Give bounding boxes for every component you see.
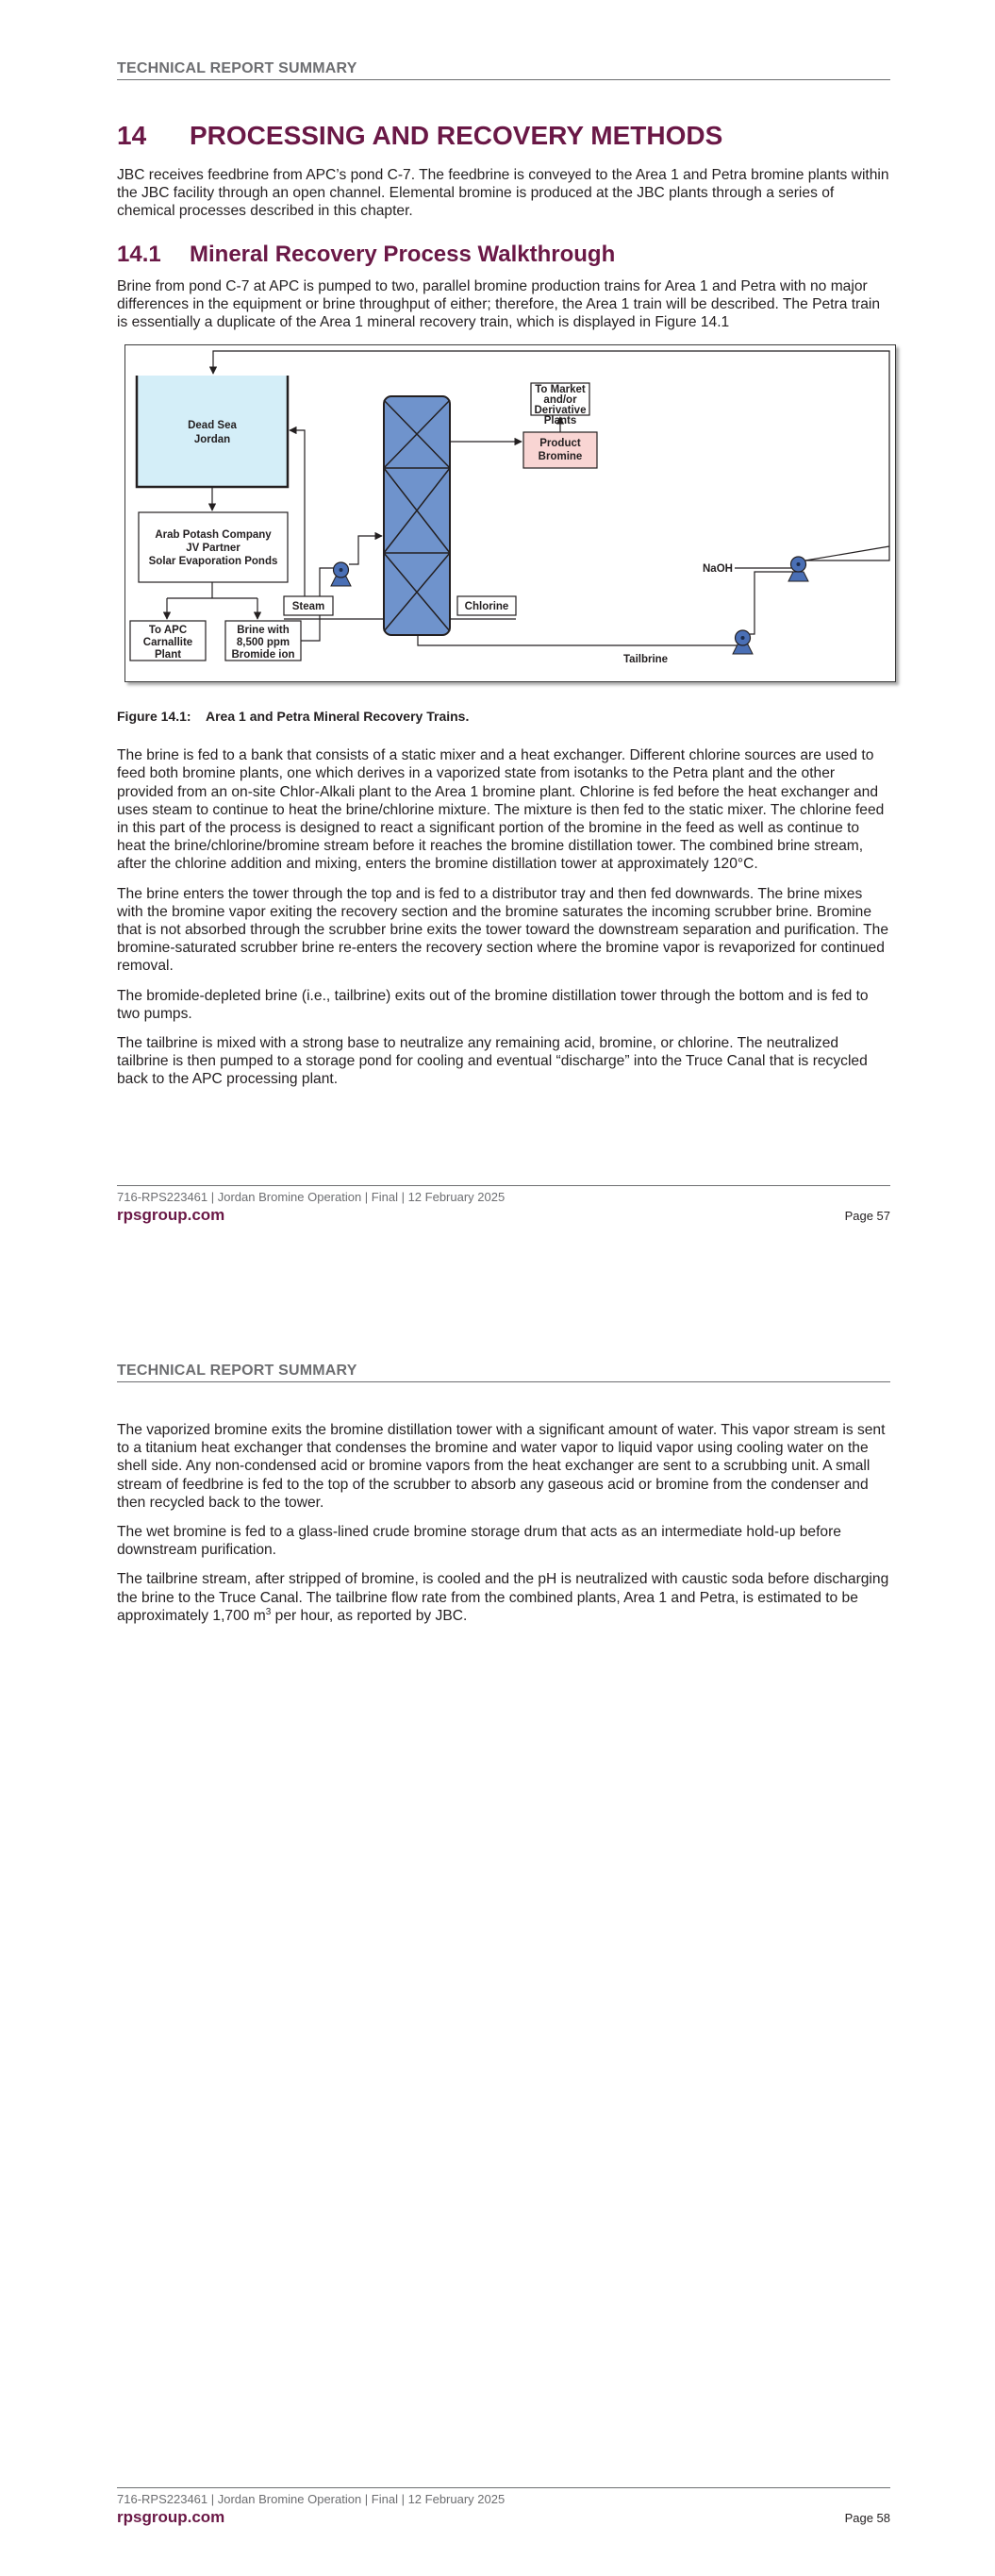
pump-to-tower-line — [349, 536, 382, 564]
product-label: Product — [539, 438, 581, 450]
brine-with-label: Brine with — [237, 625, 290, 637]
page-footer — [117, 1185, 890, 1225]
jv-partner-label: JV Partner — [186, 543, 240, 555]
section-title: PROCESSING AND RECOVERY METHODS — [190, 121, 723, 150]
subsection-intro: Brine from pond C-7 at APC is pumped to two, parallel bromine production trains for Area 1 and Petra with no major differences in the equipment or brine throughput of either; therefore, the Area 1 train will be described. The Petra train is essentially a duplicate of the Area 1 mineral recovery train, which is displayed in Figure 14.1 — [117, 277, 881, 331]
section-intro: JBC receives feedbrine from APC’s pond C-7. The feedbrine is conveyed to the Area 1 and Petra bromine plants within the JBC facility through an open channel. Elemental bromine is produced at the JBC plants through a series of chemical processes described in this chapter. — [117, 167, 889, 220]
dead-sea-label: Dead Sea — [188, 420, 237, 432]
process-flow-svg — [125, 345, 895, 681]
page-number: Page 58 — [844, 2511, 890, 2525]
section-heading — [117, 121, 890, 151]
paragraph: The brine is fed to a bank that consists of a static mixer and a heat exchanger. Different chlorine sources are used to feed both bromine plants, one which derives in a vaporized state from isotanks to the Petra plant and the other provided from an on-site Chlor-Alkali plant to the Area 1 bromine plant. Chlorine is fed before the heat exchanger and uses steam to continue to heat the brine/chlorine mixture. The mixture is then fed to the static mixer. The chlorine feed in this part of the process is designed to react a significant portion of the bromine in the feed as well as continue to heat the brine/chlorine/bromine stream before it reaches the bromine distillation tower. The combined brine stream, after the chlorine addition and mixing, enters the bromine distillation tower at approximately 120°C. — [117, 747, 885, 873]
section-number: 14 — [117, 121, 147, 150]
apc-label: Arab Potash Company — [155, 529, 272, 542]
running-header: TECHNICAL REPORT SUMMARY — [117, 60, 890, 80]
bromide-ion-label: Bromide ion — [231, 649, 295, 661]
figure-caption — [117, 709, 890, 724]
carnallite-plant-box — [130, 621, 206, 661]
paragraph: The wet bromine is fed to a glass-lined crude bromine storage drum that acts as an intermediate hold-up before downstream purification. — [117, 1524, 841, 1559]
footer-brand-link[interactable]: rpsgroup.com — [117, 2508, 225, 2526]
superscript-3: 3 — [265, 1606, 272, 1617]
to-apc-label: To APC — [148, 625, 188, 637]
plant-label: Plant — [154, 649, 182, 661]
paragraph: The bromide-depleted brine (i.e., tailbrine) exits out of the bromine distillation tower through the bottom and is fed to two pumps. — [117, 987, 869, 1022]
paragraph: The vaporized bromine exits the bromine distillation tower with a significant amount of water. This vapor stream is sent to a titanium heat exchanger that condenses the bromine and water vapor to liquid vapor using cooling water on the shell side. Any non-condensed acid or bromine vapors from the heat exchanger are sent to a scrubbing unit. A small stream of feedbrine is fed to the top of the scrubber to absorb any gaseous acid or bromine from the condenser and then recycled back to the tower. — [117, 1422, 886, 1511]
steam-box — [284, 596, 333, 615]
tailbrine-label: Tailbrine — [623, 654, 669, 666]
chlorine-box — [457, 596, 516, 615]
jordan-label: Jordan — [193, 434, 231, 446]
carnallite-label: Carnallite — [142, 637, 193, 649]
page-footer — [117, 2487, 890, 2527]
running-header: TECHNICAL REPORT SUMMARY — [117, 1363, 890, 1382]
tailbrine-line — [418, 635, 737, 645]
tailbrine-pump — [733, 630, 753, 654]
paragraph: The tailbrine is mixed with a strong base to neutralize any remaining acid, bromine, or chlorine. The neutralized tailbrine is then pumped to a storage pond for cooling and eventual “discharge” into the Truce Canal that is recycled back to the APC processing plant. — [117, 1035, 868, 1088]
distillation-tower — [384, 396, 450, 635]
figure-title: Area 1 and Petra Mineral Recovery Trains. — [206, 709, 470, 725]
text-after-sup: per hour, as reported by JBC. — [271, 1607, 468, 1624]
naoh-label: NaOH — [703, 563, 733, 576]
paragraph-tailbrine-flow — [117, 1570, 890, 1625]
solar-ponds-label: Solar Evaporation Ponds — [148, 556, 278, 568]
subsection-title: Mineral Recovery Process Walkthrough — [190, 241, 616, 267]
bromine-label: Bromine — [538, 451, 583, 463]
process-flow-diagram — [124, 344, 896, 682]
to-market-box — [531, 383, 589, 427]
product-bromine-box — [523, 432, 597, 468]
page-58 — [0, 1288, 995, 2576]
derivative-label: Derivative — [534, 405, 587, 417]
chlorine-label: Chlorine — [464, 601, 509, 613]
feed-return-line — [290, 430, 305, 605]
dead-sea-box — [137, 376, 288, 487]
text-before-sup: The tailbrine stream, after stripped of bromine, is cooled and the pH is neutralized with caustic soda before discharging the brine to the Truce Canal. The tailbrine flow rate from the combined plants, Area 1 and Petra, is estimated to be approximately 1,700 m — [117, 1571, 889, 1624]
to-market-label: To Market — [535, 384, 586, 396]
figure-number: Figure 14.1: — [117, 709, 191, 725]
feed-pump — [331, 562, 351, 586]
page-content — [117, 121, 890, 1100]
subsection-number: 14.1 — [117, 241, 161, 267]
and-or-label: and/or — [543, 394, 577, 407]
plants-label: Plants — [543, 415, 577, 427]
brine-feed-box — [225, 621, 301, 661]
ppm-label: 8,500 ppm — [236, 637, 290, 649]
naoh-pump — [788, 557, 808, 581]
steam-label: Steam — [291, 601, 325, 613]
footer-brand-link[interactable]: rpsgroup.com — [117, 1206, 225, 1224]
page-number: Page 57 — [844, 1209, 890, 1223]
subsection-heading — [117, 242, 890, 268]
apc-ponds-box — [139, 512, 288, 582]
footer-doc-info: 716-RPS223461 | Jordan Bromine Operation | Final | 12 February 2025 — [117, 2492, 506, 2506]
dead-sea-water — [137, 376, 288, 487]
page-content — [117, 1421, 890, 1636]
footer-doc-info: 716-RPS223461 | Jordan Bromine Operation | Final | 12 February 2025 — [117, 1190, 506, 1204]
paragraph: The brine enters the tower through the top and is fed to a distributor tray and then fed downwards. The brine mixes with the bromine vapor exiting the recovery section and the bromine saturates the incoming scrubber brine. Bromine that is not absorbed through the scrubber brine exits the tower toward the downstream separation and purification. The bromine-saturated scrubber brine re-enters the recovery section where the bromine vapor is revaporized for continued removal. — [117, 885, 888, 975]
